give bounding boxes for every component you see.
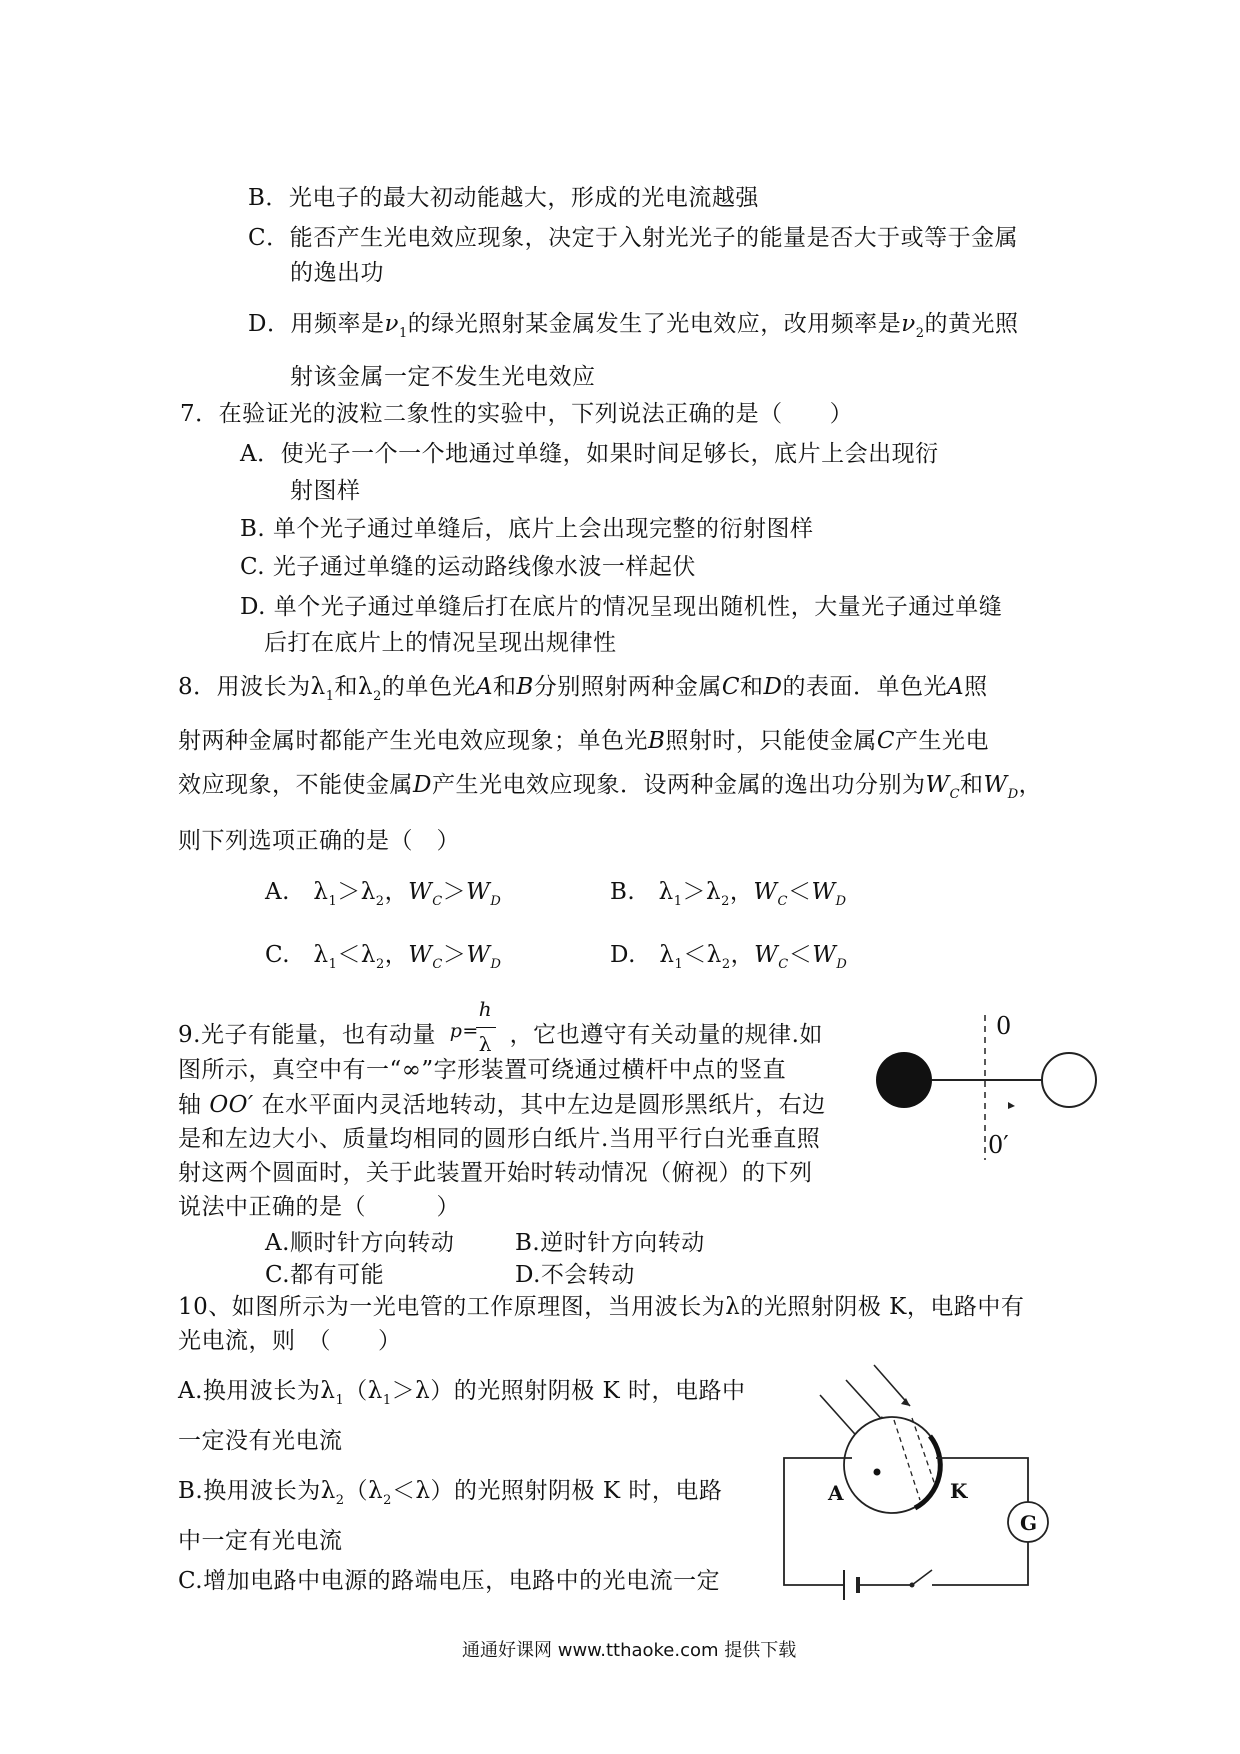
- q6-option-d-line1: D．用频率是$\nu_1$的绿光照射某金属发生了光电效应，改用频率是$\nu_2$的黄光照: [248, 311, 1019, 341]
- light-ray: [846, 1380, 886, 1424]
- black-disc: [876, 1052, 932, 1108]
- q8-stem-line3: 效应现象，不能使金属D产生光电效应现象．设两种金属的逸出功分别为$W_C$和$W_D$，: [178, 772, 1043, 802]
- axis-label-top: 0: [996, 1012, 1012, 1040]
- q9-rotating-device-figure: [870, 1010, 1110, 1180]
- q8-option-b: B. $\lambda_1>\lambda_2$，$W_C<W_D$: [610, 879, 847, 909]
- q9-stem-line4: 是和左边大小、质量均相同的圆形白纸片.当用平行白光垂直照: [178, 1126, 821, 1152]
- cathode-label: K: [950, 1479, 968, 1503]
- q9-option-a: A.顺时针方向转动: [265, 1230, 455, 1256]
- q10-option-b-line1: B.换用波长为$\lambda_2(\lambda_2<\lambda)$的光照射阴极 K 时，电路: [178, 1478, 723, 1508]
- q9-option-d: D.不会转动: [515, 1262, 635, 1288]
- q6-option-c-line1: C．能否产生光电效应现象，决定于入射光光子的能量是否大于或等于金属: [248, 225, 1019, 251]
- q10-option-a-line2: 一定没有光电流: [178, 1428, 343, 1454]
- anode-label: A: [828, 1481, 844, 1505]
- q8-stem-line4: 则下列选项正确的是（ ）: [178, 828, 460, 854]
- q9-stem-line6: 说法中正确的是（ ）: [178, 1194, 460, 1220]
- q7-stem: 7．在验证光的波粒二象性的实验中，下列说法正确的是（ ）: [180, 401, 854, 427]
- circuit-wire: [932, 1542, 1028, 1585]
- white-disc: [1042, 1053, 1096, 1107]
- q7-option-c: C. 光子通过单缝的运动路线像水波一样起伏: [240, 554, 696, 580]
- switch: [912, 1570, 932, 1585]
- q7-option-a-line1: A．使光子一个一个地通过单缝，如果时间足够长，底片上会出现衍: [240, 441, 939, 467]
- q9-stem-line1: 9.光子有能量，也有动量 p= h λ ，它也遵守有关动量的规律.如: [178, 1012, 823, 1050]
- q9-stem-line3: 轴 OO′ 在水平面内灵活地转动，其中左边是圆形黑纸片，右边: [178, 1092, 826, 1118]
- q9-stem-line5: 射这两个圆面时，关于此装置开始时转动情况（俯视）的下列: [178, 1160, 813, 1186]
- q7-option-a-line2: 射图样: [290, 478, 361, 504]
- q8-stem-line1: 8．用波长为$\lambda_1$和$\lambda_2$的单色光A和B分别照射两种金属C和D的表面．单色光A照: [178, 674, 988, 704]
- q10-circuit-wires: [784, 1440, 1054, 1620]
- footer-watermark: 通通好课网 www.tthaoke.com 提供下载: [462, 1640, 797, 1661]
- circuit-wire: [784, 1458, 852, 1585]
- fraction-numerator: h: [478, 997, 493, 1021]
- galvanometer-label: G: [1020, 1511, 1038, 1535]
- q10-option-b-line2: 中一定有光电流: [178, 1528, 343, 1554]
- q8-option-d: D. $\lambda_1<\lambda_2$，$W_C<W_D$: [610, 942, 848, 972]
- q8-option-a: A. $\lambda_1>\lambda_2$，$W_C>W_D$: [265, 879, 502, 909]
- q10-option-a-line1: A.换用波长为$\lambda_1(\lambda_1>\lambda)$的光照射阴极 K 时，电路中: [178, 1378, 746, 1408]
- q9-stem-line2: 图所示，真空中有一“∞”字形装置可绕通过横杆中点的竖直: [178, 1057, 787, 1083]
- q7-option-d-line1: D. 单个光子通过单缝后打在底片的情况呈现出随机性，大量光子通过单缝: [240, 594, 1003, 620]
- q9-option-c: C.都有可能: [265, 1262, 385, 1288]
- axis-label-bottom: 0′: [988, 1131, 1009, 1159]
- q6-option-d-line2: 射该金属一定不发生光电效应: [290, 364, 596, 390]
- q10-stem-line2: 光电流，则 （ ）: [178, 1328, 402, 1354]
- q10-option-c-line1: C.增加电路中电源的路端电压，电路中的光电流一定: [178, 1568, 721, 1594]
- q10-stem-line1: 10、如图所示为一光电管的工作原理图，当用波长为λ的光照射阴极 K，电路中有: [178, 1294, 1025, 1320]
- q8-stem-line2: 射两种金属时都能产生光电效应现象；单色光B照射时，只能使金属C产生光电: [178, 728, 990, 754]
- q8-option-c: C. $\lambda_1<\lambda_2$，$W_C>W_D$: [265, 942, 502, 972]
- q6-option-b: B．光电子的最大初动能越大，形成的光电流越强: [248, 185, 759, 211]
- q7-option-d-line2: 后打在底片上的情况呈现出规律性: [264, 630, 617, 656]
- fraction-denominator: λ: [478, 1032, 492, 1056]
- q9-option-b: B.逆时针方向转动: [515, 1230, 705, 1256]
- q6-option-c-line2: 的逸出功: [290, 260, 384, 286]
- q7-option-b: B. 单个光子通过单缝后，底片上会出现完整的衍射图样: [240, 516, 814, 542]
